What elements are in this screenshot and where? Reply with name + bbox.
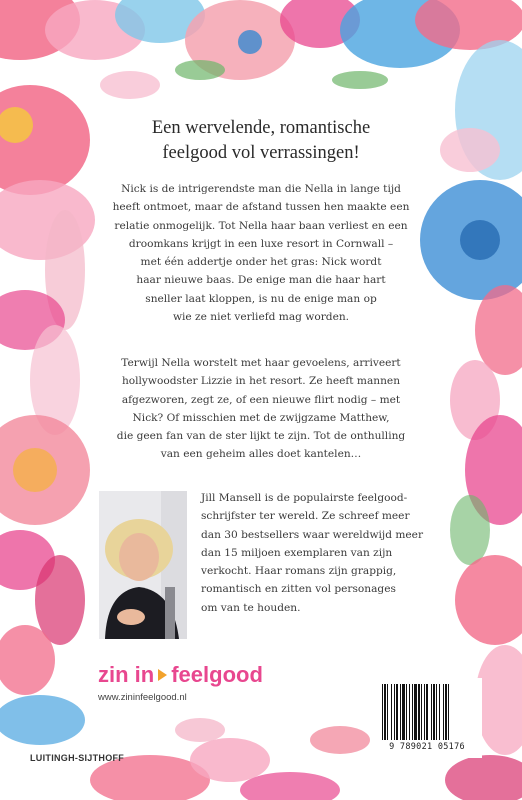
barcode-bar (384, 684, 386, 740)
bio-line: verkocht. Haar romans zijn grappig, (201, 565, 397, 578)
logo-text-right: feelgood (171, 662, 263, 687)
barcode-bar (448, 684, 449, 740)
publisher-name: LUITINGH-SIJTHOFF (30, 753, 125, 763)
blurb-line: Terwijl Nella worstelt met haar gevoelens, arriveert (121, 357, 401, 369)
barcode-bar (396, 684, 398, 740)
logo-text-left: zin in (98, 662, 155, 687)
bio-line: dan 15 miljoen exemplaren van zijn (201, 546, 393, 559)
bio-line: dan 30 bestsellers waar wereldwijd meer (201, 528, 424, 541)
barcode-bar (412, 684, 413, 740)
barcode-bar (439, 684, 440, 740)
barcode-bar (424, 684, 425, 740)
barcode-bar (418, 684, 420, 740)
bio-line: Jill Mansell is de populairste feelgood- (201, 492, 408, 504)
isbn-number: 9 789021 05176 (389, 742, 465, 752)
isbn-barcode (372, 678, 482, 758)
barcode-bar (394, 684, 395, 740)
play-arrow-icon (158, 669, 167, 681)
bio-line: om van te houden. (201, 601, 301, 614)
blurb-line: relatie onmogelijk. Tot Nella haar baan verliest en een (114, 219, 408, 232)
barcode-bar (406, 684, 407, 740)
blurb-line: hollywoodster Lizzie in het resort. Ze heeft mannen (121, 375, 401, 388)
blurb-line: heeft ontmoet, maar de afstand tussen hen maakte een (112, 201, 410, 214)
blurb-line: van een geheim alles doet kantelen… (160, 448, 362, 461)
barcode-bar (382, 684, 383, 740)
tagline (70, 116, 452, 166)
barcode-bar (387, 684, 388, 740)
barcode-bar (402, 684, 405, 740)
blurb-line: Nick? Of misschien met de zwijgzame Matthew, (132, 411, 390, 424)
author-bio (201, 489, 456, 617)
author-photo (99, 491, 187, 639)
blurb-line: Nick is de intrigerendste man die Nella in lange tijd (121, 183, 401, 195)
blurb-line: sneller laat kloppen, is nu de enige man op (145, 292, 377, 305)
tagline-line-2: feelgood vol verrassingen! (162, 143, 360, 163)
barcode-bar (409, 684, 410, 740)
blurb-line: haar nieuwe baas. De enige man die haar hart (136, 274, 386, 287)
barcode-bar (436, 684, 437, 740)
barcode-bar (445, 684, 447, 740)
tagline-line-1: Een wervelende, romantische (151, 118, 371, 138)
blurb-paragraph-1 (78, 180, 444, 326)
barcode-bar (443, 684, 444, 740)
barcode-bar (421, 684, 422, 740)
blurb-line: droomkans krijgt in een luxe resort in Cornwall – (128, 237, 394, 250)
barcode-bar (391, 684, 392, 740)
bio-line: romantisch en zitten vol personages (201, 583, 396, 596)
barcode-bar (414, 684, 417, 740)
barcode-bars (380, 684, 474, 742)
blurb-line: met één addertje onder het gras: Nick wordt (140, 256, 382, 269)
bio-line: schrijfster ter wereld. Ze schreef meer (201, 510, 410, 523)
barcode-bar (433, 684, 435, 740)
barcode-bar (431, 684, 432, 740)
blurb-line: die geen fan van de ster lijkt te zijn. Tot de onthulling (116, 430, 406, 443)
barcode-bar (400, 684, 401, 740)
imprint-logo (98, 662, 263, 688)
blurb-line: wie ze niet verliefd mag worden. (172, 311, 350, 324)
author-portrait-illustration (99, 491, 187, 639)
blurb-line: afgezworen, zegt ze, of een nieuwe flirt nodig – met (121, 393, 401, 406)
blurb-paragraph-2 (78, 354, 444, 464)
imprint-website: www.zininfeelgood.nl (98, 692, 187, 703)
barcode-bar (426, 684, 428, 740)
